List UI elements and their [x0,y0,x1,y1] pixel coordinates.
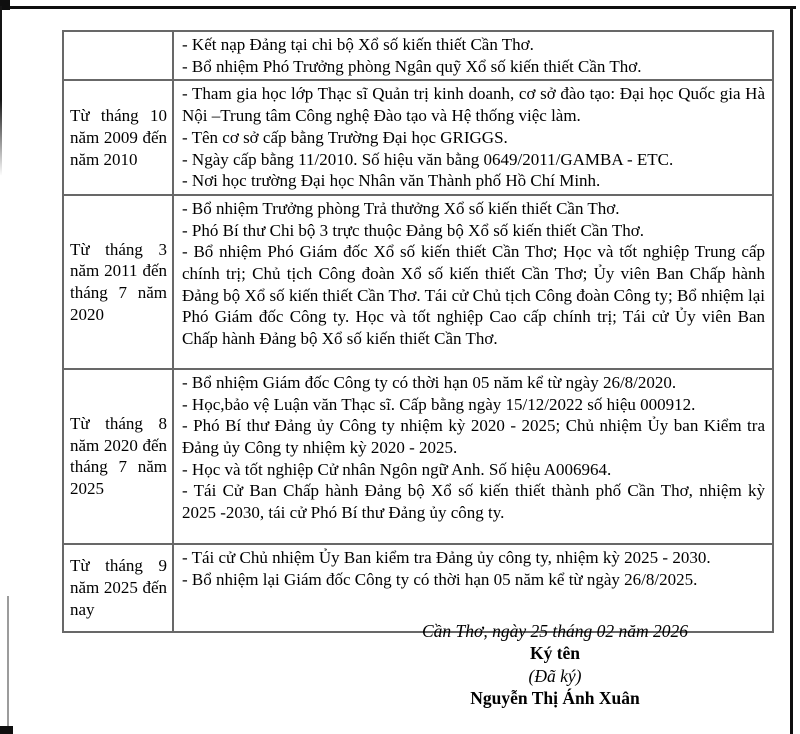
period-cell [63,31,173,80]
place-date-line: Cần Thơ, ngày 25 tháng 02 năm 2026 [421,621,688,641]
page-border-right-line [790,6,793,734]
history-entry: - Học và tốt nghiệp Cử nhân Ngôn ngữ Anh. Số hiệu A006964. [182,459,612,479]
signed-note: (Đã ký) [528,665,582,686]
page-border-left-line-bottom [7,596,9,726]
history-entry: - Bổ nhiệm lại Giám đốc Công ty có thời hạn 05 năm kể từ ngày 26/8/2025. [182,569,698,589]
signer-name: Nguyễn Thị Ánh Xuân [470,688,640,709]
detail-cell [173,544,773,632]
page-border-bottom-left-corner [0,726,13,734]
page-border-top-line [0,6,796,9]
history-entry: - Kết nạp Đảng tại chi bộ Xổ số kiến thiết Cần Thơ. [182,35,534,54]
history-entry: - Học,bảo vệ Luận văn Thạc sĩ. Cấp bằng ngày 15/12/2022 số hiệu 000912. [182,394,696,414]
work-history-table [62,30,774,633]
detail-cell [173,31,773,80]
detail-cell [173,369,773,544]
table-row [63,544,773,632]
table-row [63,195,773,369]
sign-label: Ký tên [529,643,581,664]
table-row [63,80,773,195]
period-cell: Từ tháng 8 năm 2020 đến tháng 7 năm 2025 [63,369,173,544]
detail-cell [173,195,773,369]
period-cell: Từ tháng 10 năm 2009 đến năm 2010 [63,80,173,195]
history-entry: - Phó Bí thư Đảng ủy Công ty nhiệm kỳ 2020 - 2025; Chủ nhiệm Ủy ban Kiểm tra Đảng ủy Công ty nhiệm kỳ 2020 - 2025. [182,416,765,458]
detail-cell [173,80,773,195]
history-entry: - Tên cơ sở cấp bằng Trường Đại học GRIGGS. [182,127,508,147]
history-entry: - Tham gia học lớp Thạc sĩ Quản trị kinh doanh, cơ sở đào tạo: Đại học Quốc gia Hà Nội –Trung tâm Công nghệ Đào tạo và Hệ thống việc làm. [182,84,765,126]
history-entry: - Nơi học trường Đại học Nhân văn Thành phố Hồ Chí Minh. [182,171,601,191]
history-entry: - Bổ nhiệm Giám đốc Công ty có thời hạn 05 năm kể từ ngày 26/8/2020. [182,372,677,392]
history-entry: - Phó Bí thư Chi bộ 3 trực thuộc Đảng bộ Xổ số kiến thiết Cần Thơ. [182,220,644,240]
table-row [63,31,773,80]
table-row [63,369,773,544]
signature-block [337,620,773,710]
period-cell: Từ tháng 3 năm 2011 đến tháng 7 năm 2020 [63,195,173,369]
history-entry: - Bổ nhiệm Trưởng phòng Trả thưởng Xổ số kiến thiết Cần Thơ. [182,198,620,218]
history-entry: - Tái Cử Ban Chấp hành Đảng bộ Xổ số kiến thiết thành phố Cần Thơ, nhiệm kỳ 2025 -2030, tái cử Phó Bí thư Đảng ủy công ty. [182,481,765,523]
history-entry: - Bổ nhiệm Phó Giám đốc Xổ số kiến thiết Cần Thơ; Học và tốt nghiệp Trung cấp chính trị; Chủ tịch Công đoàn Xổ số kiến thiết Cần Thơ; Ủy viên Ban Chấp hành Đảng bộ Xổ số kiến thiết Cần Thơ. Tái cử Chủ tịch Công đoàn Công ty; Bổ nhiệm lại Phó Giám đốc Công ty. Học và tốt nghiệp Cao cấp chính trị; Tái cử Ủy viên Ban Chấp hành Đảng bộ Xổ số kiến thiết Cần Thơ. [182,242,765,349]
history-entry: - Bổ nhiệm Phó Trưởng phòng Ngân quỹ Xổ số kiến thiết Cần Thơ. [182,56,642,76]
history-entry: - Tái cử Chủ nhiệm Ủy Ban kiểm tra Đảng ủy công ty, nhiệm kỳ 2025 - 2030. [182,547,711,567]
period-cell: Từ tháng 9 năm 2025 đến nay [63,544,173,632]
page-border-left-line-top [0,6,2,176]
history-entry: - Ngày cấp bằng 11/2010. Số hiệu văn bằng 0649/2011/GAMBA - ETC. [182,149,674,169]
